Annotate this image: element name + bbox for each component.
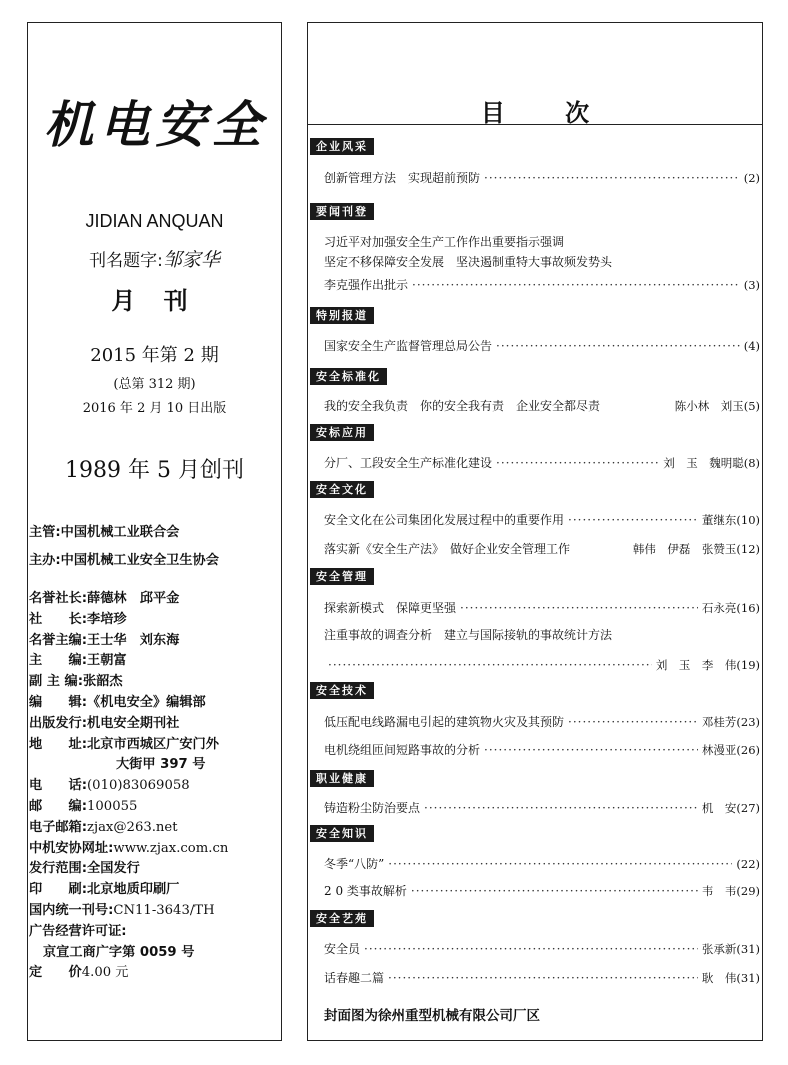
info-key: 国内统一刊号: [29,902,114,918]
info-key: 印 刷: [29,882,88,898]
info-key: 发行范围: [29,861,88,877]
info-row [29,839,281,860]
entry-author: 邓桂芳 [701,715,737,729]
info-row [29,610,281,631]
info-value: 北京地质印刷厂 [87,882,180,898]
info-value: 全国发行 [87,861,140,877]
section-header: 要闻刊登 [310,203,374,220]
entry-page: (26) [736,743,760,757]
entry-author-page [656,656,760,674]
info-value: 薛德林 邱平金 [87,591,180,606]
masthead-info [29,589,281,984]
total-issue: (总第 312 期) [113,377,196,392]
entry-author-page [736,855,760,873]
entry-page: (4) [743,339,760,353]
entry-author-page [702,969,760,987]
entry-page: (22) [736,857,760,871]
entry-author-page [702,882,760,900]
entry-author: 韦 韦 [701,884,737,898]
entry-title: 探索新模式 保障更坚强 [324,601,457,615]
info-value: 4.00 元 [81,965,129,981]
toc-entry [324,940,760,958]
leader-dots [568,511,698,529]
entry-page: (31) [736,942,760,956]
toc-entry [324,741,760,759]
entry-title: 话春趣二篇 [324,971,385,985]
info-key: 地 址: [29,736,88,752]
leader-dots [496,454,659,472]
entry-title: 安全员 [324,942,361,956]
magazine-logo: 机电安全 [43,95,268,154]
entry-author: 刘 玉 李 伟 [655,658,737,672]
leader-dots [424,799,698,817]
info-value: CN11-3643/TH [113,902,215,918]
entry-author: 刘 玉 魏明聪 [663,456,744,470]
info-key: 邮 编: [29,798,88,814]
section-header: 职业健康 [310,770,374,787]
info-key: 编 辑: [29,694,88,710]
entry-author-page [744,276,760,294]
toc-entry [324,713,760,731]
entry-page: (16) [736,601,760,615]
info-value: 中国机械工业安全卫生协会 [60,553,219,568]
toc-entry [324,855,760,873]
info-value: 王朝富 [87,653,127,669]
entry-author: 韩伟 伊磊 张赞玉 [632,542,737,556]
toc-entry-line: 坚定不移保障安全发展 坚决遏制重特大事故频发势头 [324,255,613,269]
entry-title: 落实新《安全生产法》 做好企业安全管理工作 [324,542,571,556]
entry-author-page [702,799,760,817]
entry-title: 低压配电线路漏电引起的建筑物火灾及其预防 [324,715,565,729]
entry-page: (23) [736,715,760,729]
info-value: 张韶杰 [83,674,123,690]
leader-dots [388,855,732,873]
entry-title: 铸造粉尘防治要点 [324,801,421,815]
entry-author-page [702,511,760,529]
entry-author-page [702,599,760,617]
entry-page: (27) [736,801,760,815]
info-value: 京宣工商广字第 0059 号 [43,944,195,960]
entry-page: (10) [736,513,760,527]
info-value: (010)83069058 [87,778,190,794]
info-row [29,589,281,610]
entry-page: (8) [743,456,760,470]
entry-page: (2) [743,171,760,185]
info-value: 大街甲 397 号 [116,757,206,773]
info-value: 北京市西城区广安门外 [87,736,219,752]
entry-title: 国家安全生产监督管理总局公告 [324,339,493,353]
leader-dots [568,713,698,731]
info-key: 定 价 [29,965,82,981]
info-row [29,797,281,818]
section-header: 安全艺苑 [310,910,374,927]
section-header: 企业风采 [310,138,374,155]
entry-page: (19) [736,658,760,672]
toc-entry [324,169,760,187]
info-key: 电 话: [29,778,88,794]
toc-entry [324,656,760,674]
section-header: 安全管理 [310,568,374,585]
entry-title: 分厂、工段安全生产标准化建设 [324,456,493,470]
entry-page: (29) [736,884,760,898]
info-key: 出版发行: [29,715,88,731]
info-key: 副 主 编: [29,674,84,690]
leader-dots [364,940,698,958]
entry-author-page [663,454,760,472]
frequency-label: 月 刊 [111,287,198,315]
leader-dots [328,656,652,674]
table-of-contents [307,22,763,1041]
info-value: 王士华 刘东海 [87,632,180,648]
section-header: 安全文化 [310,481,374,498]
info-row [29,631,281,652]
entry-page: (5) [743,399,760,413]
info-key: 名誉主编: [29,632,88,648]
info-row [29,519,281,547]
entry-author: 张承新 [701,942,737,956]
info-value: 100055 [87,798,138,814]
info-value: 《机电安全》编辑部 [87,694,206,710]
info-value: 李培珍 [87,611,127,627]
info-row [29,963,281,984]
info-row [29,651,281,672]
entry-author-page [702,741,760,759]
info-key: 名誉社长: [29,591,88,606]
leader-dots [460,599,698,617]
entry-author-page [702,940,760,958]
entry-author: 陈小林 刘玉 [674,399,744,413]
toc-title: 目 次 [480,99,616,127]
leader-dots [570,540,633,558]
inscription-line [28,245,281,272]
info-row [29,714,281,735]
entry-author: 董继东 [701,513,737,527]
toc-entry [324,337,760,355]
toc-entry [324,454,760,472]
toc-entry [324,599,760,617]
entry-title: 安全文化在公司集团化发展过程中的重要作用 [324,513,565,527]
leader-dots [411,882,698,900]
entry-title: 我的安全我负责 你的安全我有责 企业安全都尽责 [324,399,601,413]
entry-author-page [744,337,760,355]
info-row [29,755,281,776]
info-value: 中国机械工业联合会 [60,525,180,540]
publication-date: 2016 年 2 月 10 日出版 [82,401,227,416]
info-row [29,880,281,901]
entry-page: (31) [736,971,760,985]
section-header: 安标应用 [310,424,374,441]
entry-title: 2 0 类事故解析 [324,884,407,898]
entry-title: 创新管理方法 实现超前预防 [324,171,481,185]
entry-title: 电机绕组匝间短路事故的分析 [324,743,481,757]
entry-page: (3) [743,278,760,292]
info-key: 主 编: [29,653,88,669]
toc-entry [324,397,760,415]
toc-entry [324,969,760,987]
entry-author: 林漫亚 [701,743,737,757]
leader-dots [412,276,740,294]
entry-author: 机 安 [701,801,737,815]
info-value: 机电安全期刊社 [87,715,180,731]
founded-date: 1989 年 5 月创刊 [65,458,244,483]
info-key: 社 长: [29,611,88,627]
masthead-panel [27,22,282,1041]
entry-title: 冬季“八防” [324,857,385,871]
info-row [29,547,281,575]
info-row [29,693,281,714]
leader-dots [484,741,698,759]
section-header: 安全知识 [310,825,374,842]
issue-number: 2015 年第 2 期 [90,345,219,366]
info-key: 电子邮箱: [29,819,88,835]
info-value: www.zjax.com.cn [113,840,229,856]
leader-dots [496,337,740,355]
toc-entry [324,511,760,529]
leader-dots [484,169,740,187]
toc-entry [324,276,760,294]
toc-entry [324,882,760,900]
entry-author-page [702,713,760,731]
toc-entry-line: 习近平对加强安全生产工作作出重要指示强调 [324,235,565,249]
info-row [29,818,281,839]
info-row [29,943,281,964]
toc-entry [324,540,760,558]
entry-page: (12) [736,542,760,556]
entry-author-page [675,397,760,415]
info-value: zjax@263.net [87,819,178,835]
info-row [29,776,281,797]
sponsor-info [29,519,281,575]
leader-dots [388,969,698,987]
entry-author-page [633,540,760,558]
entry-author: 石永亮 [701,601,737,615]
info-key: 广告经营许可证: [29,923,127,939]
entry-author: 耿 伟 [701,971,737,985]
info-row [29,859,281,880]
section-header: 安全标准化 [310,368,387,385]
cover-note: 封面图为徐州重型机械有限公司厂区 [324,1008,540,1024]
info-row [29,922,281,943]
inscription-name: 邹家华 [162,249,220,271]
info-key: 主办: [29,553,61,568]
title-divider [308,124,762,125]
toc-entry [324,799,760,817]
info-key: 主管: [29,525,61,540]
toc-entry-line: 注重事故的调查分析 建立与国际接轨的事故统计方法 [324,628,613,642]
section-header: 安全技术 [310,682,374,699]
entry-title: 李克强作出批示 [324,278,409,292]
info-row [29,901,281,922]
section-header: 特别报道 [310,307,374,324]
magazine-pinyin: JIDIAN ANQUAN [85,211,224,231]
entry-author-page [744,169,760,187]
leader-dots [600,397,675,415]
info-key: 中机安协网址: [29,840,114,856]
inscription-label: 刊名题字: [89,251,163,271]
info-row [29,672,281,693]
info-row [29,735,281,756]
